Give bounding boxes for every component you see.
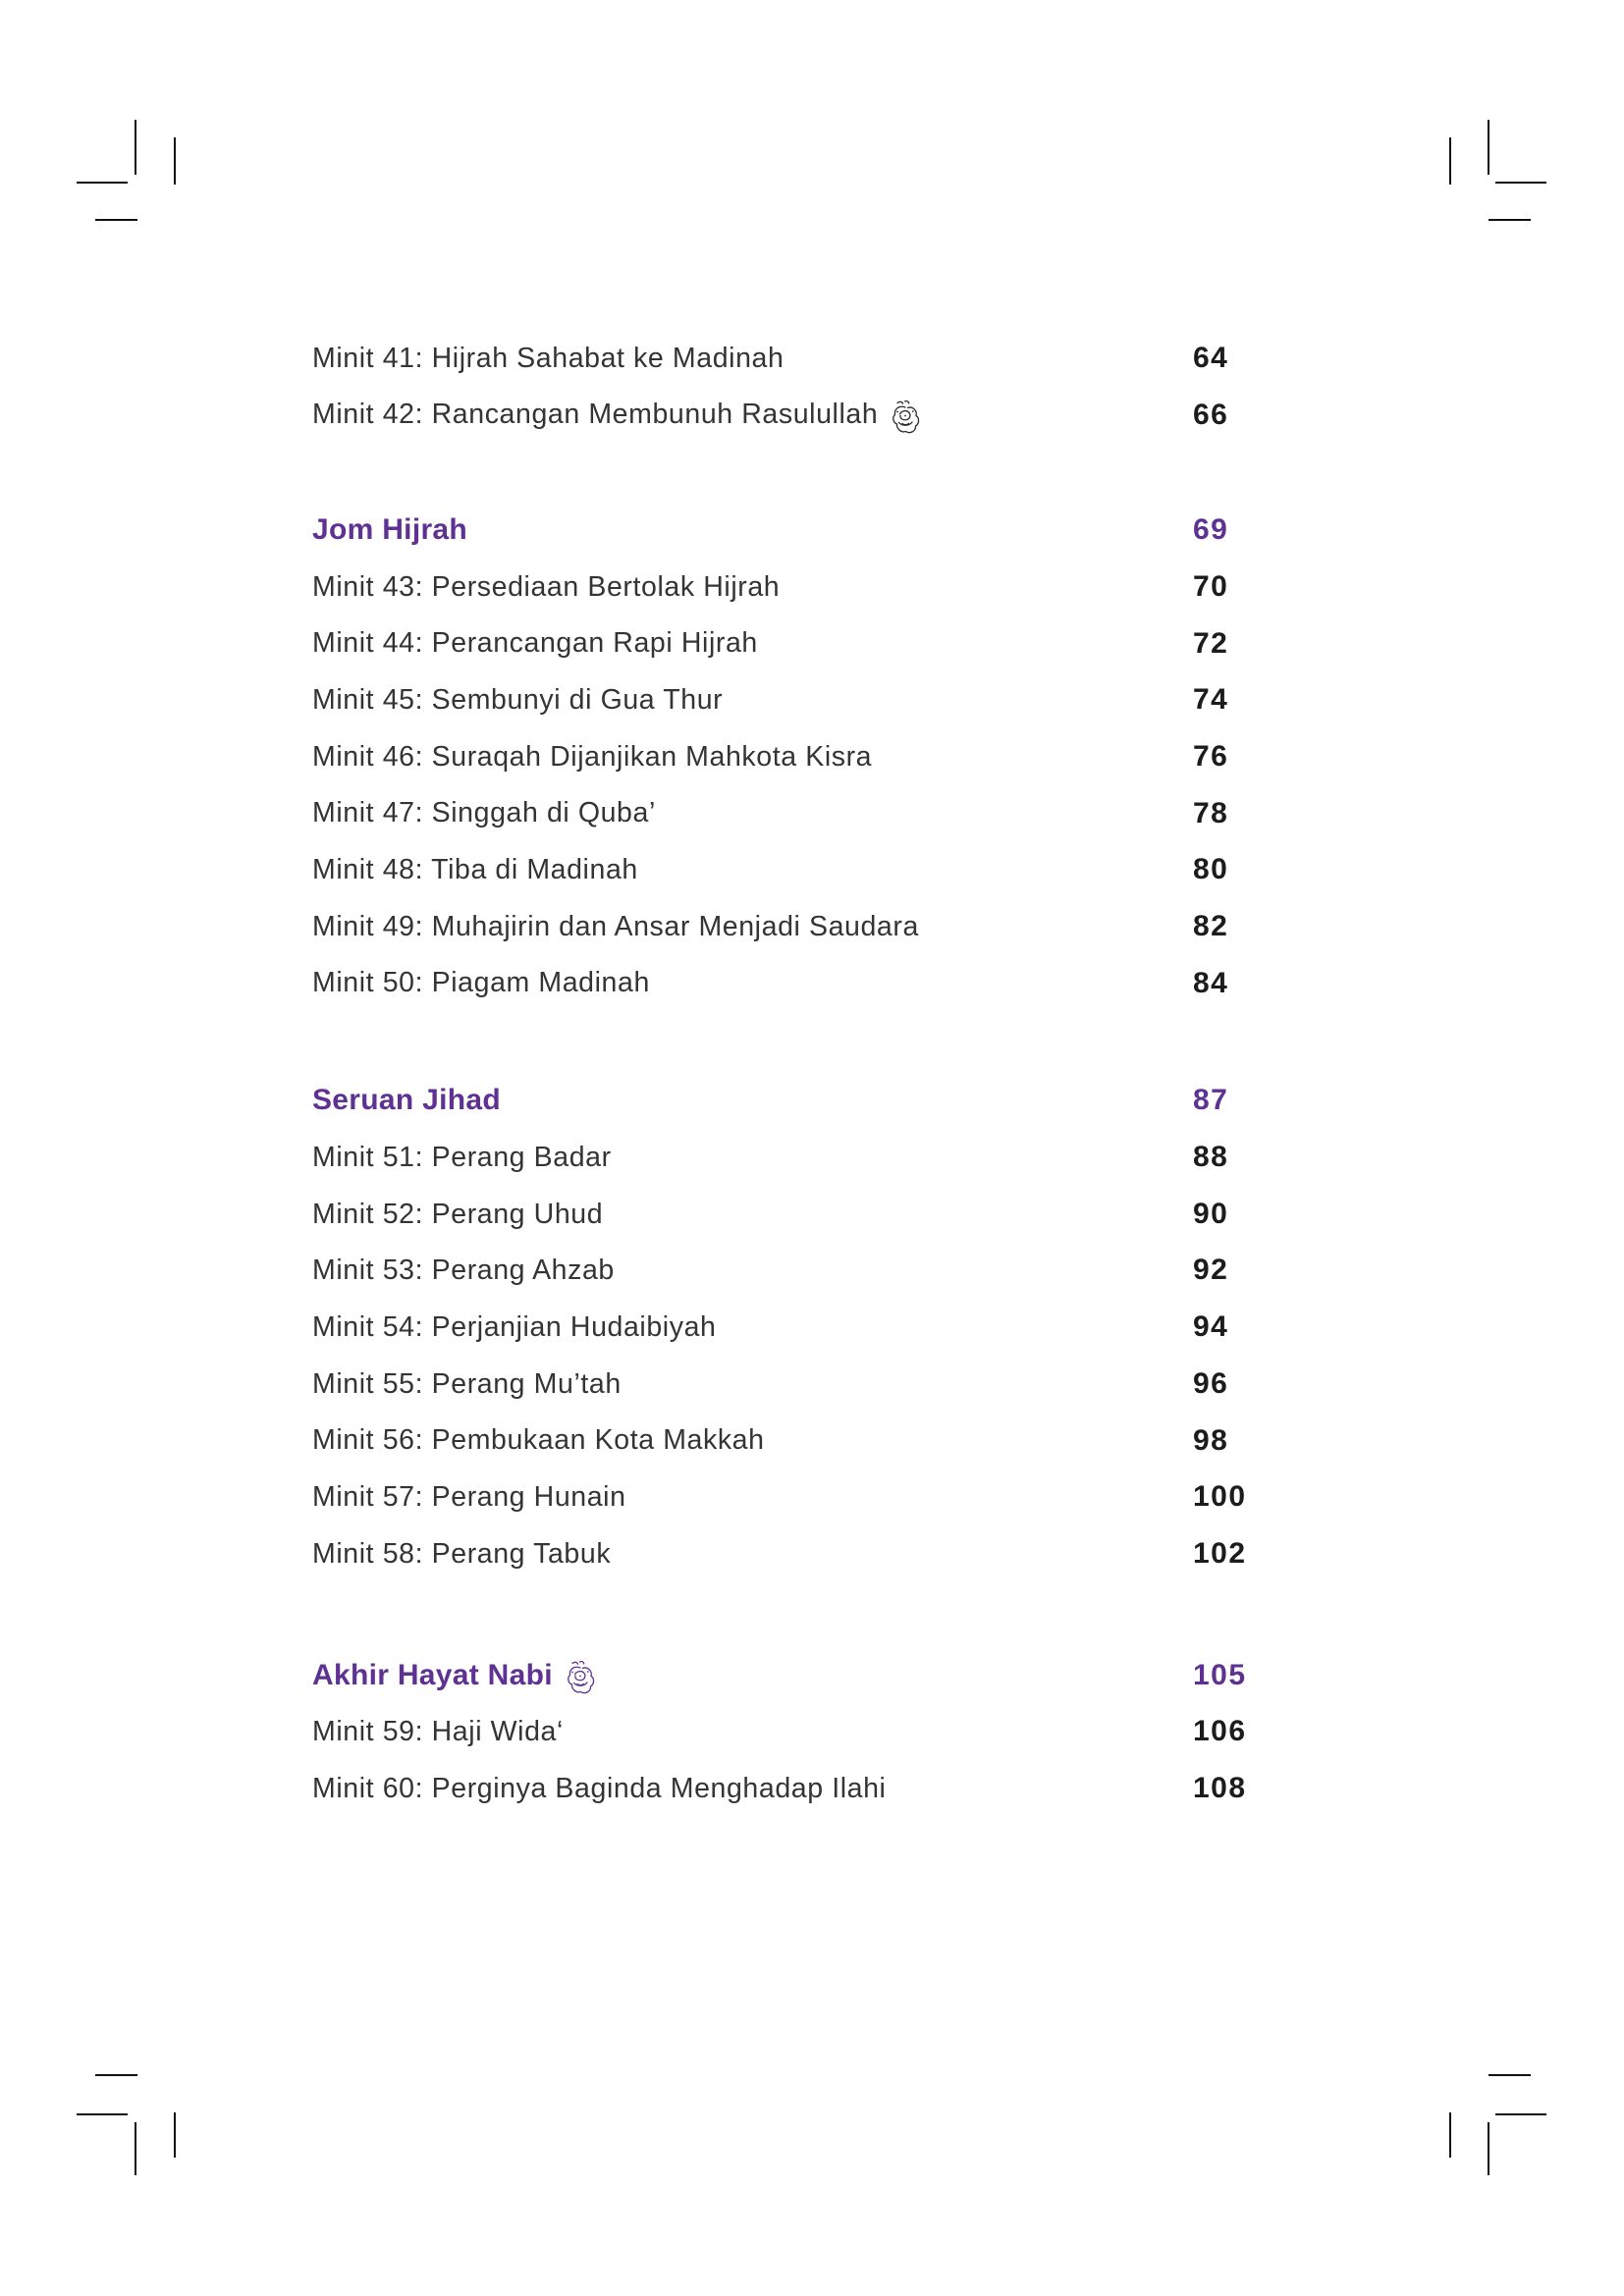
toc-section-title: Jom Hijrah xyxy=(312,513,468,547)
toc-section-page: 87 xyxy=(1193,1084,1229,1117)
toc-entry xyxy=(312,785,1353,842)
toc-entry-title: Minit 46: Suraqah Dijanjikan Mahkota Kisra xyxy=(312,740,873,773)
toc-entry-page: 88 xyxy=(1193,1141,1229,1174)
toc-entry-title: Minit 57: Perang Hunain xyxy=(312,1480,626,1513)
toc-entry xyxy=(312,842,1353,899)
toc-section-title: Seruan Jihad xyxy=(312,1084,501,1117)
toc-entry-title: Minit 44: Perancangan Rapi Hijrah xyxy=(312,627,758,660)
toc-entry xyxy=(312,1186,1353,1243)
toc-section-heading-akhir-hayat-nabi xyxy=(312,1647,1353,1704)
toc-entry-page: 84 xyxy=(1193,966,1229,999)
saw-honorific-icon xyxy=(566,1659,595,1696)
toc-entry xyxy=(312,1413,1353,1469)
toc-entry-title: Minit 52: Perang Uhud xyxy=(312,1198,604,1230)
toc-entry xyxy=(312,330,1353,387)
toc-entry-title: Minit 54: Perjanjian Hudaibiyah xyxy=(312,1310,717,1343)
toc-entry xyxy=(312,955,1353,1012)
crop-mark-top-left-v1 xyxy=(135,120,136,175)
crop-mark-top-left-h2 xyxy=(95,219,137,221)
toc-entry-title: Minit 45: Sembunyi di Gua Thur xyxy=(312,684,724,717)
crop-mark-top-right-v2 xyxy=(1449,137,1451,185)
toc-entry-page: 78 xyxy=(1193,796,1229,829)
crop-mark-bottom-right-v2 xyxy=(1449,2112,1451,2158)
toc-entry-title: Minit 48: Tiba di Madinah xyxy=(312,854,638,886)
toc-entry-title: Minit 50: Piagam Madinah xyxy=(312,967,650,999)
table-of-contents xyxy=(312,330,1353,1817)
crop-mark-top-right-h2 xyxy=(1489,219,1531,221)
toc-entry-title: Minit 55: Perang Mu’tah xyxy=(312,1367,622,1400)
crop-mark-bottom-right-h2 xyxy=(1489,2074,1531,2076)
toc-entry-page: 108 xyxy=(1193,1771,1247,1804)
crop-mark-bottom-left-v1 xyxy=(135,2122,136,2175)
crop-mark-top-right-v1 xyxy=(1488,120,1489,175)
toc-entry-page: 98 xyxy=(1193,1423,1229,1457)
toc-entry-page: 72 xyxy=(1193,626,1229,660)
toc-entry xyxy=(312,1299,1353,1356)
toc-entry xyxy=(312,1760,1353,1817)
toc-section-page: 69 xyxy=(1193,513,1229,547)
toc-entry-page: 80 xyxy=(1193,853,1229,886)
toc-entry-page: 96 xyxy=(1193,1366,1229,1400)
toc-entry xyxy=(312,728,1353,785)
toc-entry-page: 90 xyxy=(1193,1197,1229,1230)
toc-entry xyxy=(312,1356,1353,1413)
toc-section-heading-seruan-jihad xyxy=(312,1073,1353,1130)
saw-honorific-icon xyxy=(891,399,920,436)
toc-entry-page: 100 xyxy=(1193,1480,1247,1514)
toc-entry-page: 82 xyxy=(1193,910,1229,943)
toc-entry-page: 102 xyxy=(1193,1536,1247,1570)
crop-mark-bottom-right-v1 xyxy=(1488,2122,1489,2175)
toc-entry-title: Minit 59: Haji Wida‘ xyxy=(312,1716,564,1748)
toc-entry-page: 66 xyxy=(1193,398,1229,431)
crop-mark-top-left-h1 xyxy=(77,182,128,184)
crop-mark-bottom-left-h1 xyxy=(77,2113,128,2115)
toc-entry xyxy=(312,1129,1353,1186)
toc-entry xyxy=(312,615,1353,672)
toc-entry-page: 70 xyxy=(1193,569,1229,603)
toc-entry-title: Minit 56: Pembukaan Kota Makkah xyxy=(312,1424,765,1457)
toc-entry xyxy=(312,387,1353,444)
toc-entry-title: Minit 49: Muhajirin dan Ansar Menjadi Saudara xyxy=(312,910,919,942)
toc-entry-page: 64 xyxy=(1193,341,1229,374)
toc-entry-title: Minit 51: Perang Badar xyxy=(312,1141,612,1173)
toc-entry-title: Minit 43: Persediaan Bertolak Hijrah xyxy=(312,570,781,603)
toc-entry-title: Minit 47: Singgah di Quba’ xyxy=(312,797,656,829)
toc-section-page: 105 xyxy=(1193,1658,1247,1691)
toc-entry xyxy=(312,559,1353,615)
toc-entry xyxy=(312,671,1353,728)
toc-entry-title: Minit 53: Perang Ahzab xyxy=(312,1255,615,1287)
toc-entry-page: 76 xyxy=(1193,739,1229,773)
toc-entry-page: 74 xyxy=(1193,683,1229,717)
toc-section-heading-jom-hijrah xyxy=(312,502,1353,559)
crop-mark-bottom-left-h2 xyxy=(95,2074,137,2076)
toc-entry-title: Minit 42: Rancangan Membunuh Rasulullah xyxy=(312,399,879,431)
crop-mark-top-right-h1 xyxy=(1495,182,1546,184)
crop-mark-top-left-v2 xyxy=(174,137,176,185)
toc-entry xyxy=(312,1243,1353,1300)
crop-mark-bottom-right-h1 xyxy=(1495,2113,1546,2115)
toc-entry xyxy=(312,1525,1353,1582)
toc-entry-title: Minit 41: Hijrah Sahabat ke Madinah xyxy=(312,342,785,374)
toc-entry xyxy=(312,1468,1353,1525)
toc-entry-page: 106 xyxy=(1193,1715,1247,1748)
toc-entry-title: Minit 60: Perginya Baginda Menghadap Ilahi xyxy=(312,1772,887,1804)
toc-entry-title: Minit 58: Perang Tabuk xyxy=(312,1537,612,1570)
toc-section-title: Akhir Hayat Nabi xyxy=(312,1658,553,1691)
crop-mark-bottom-left-v2 xyxy=(174,2112,176,2158)
toc-entry xyxy=(312,1703,1353,1760)
toc-entry-page: 94 xyxy=(1193,1310,1229,1344)
toc-entry-page: 92 xyxy=(1193,1254,1229,1287)
toc-entry xyxy=(312,898,1353,955)
